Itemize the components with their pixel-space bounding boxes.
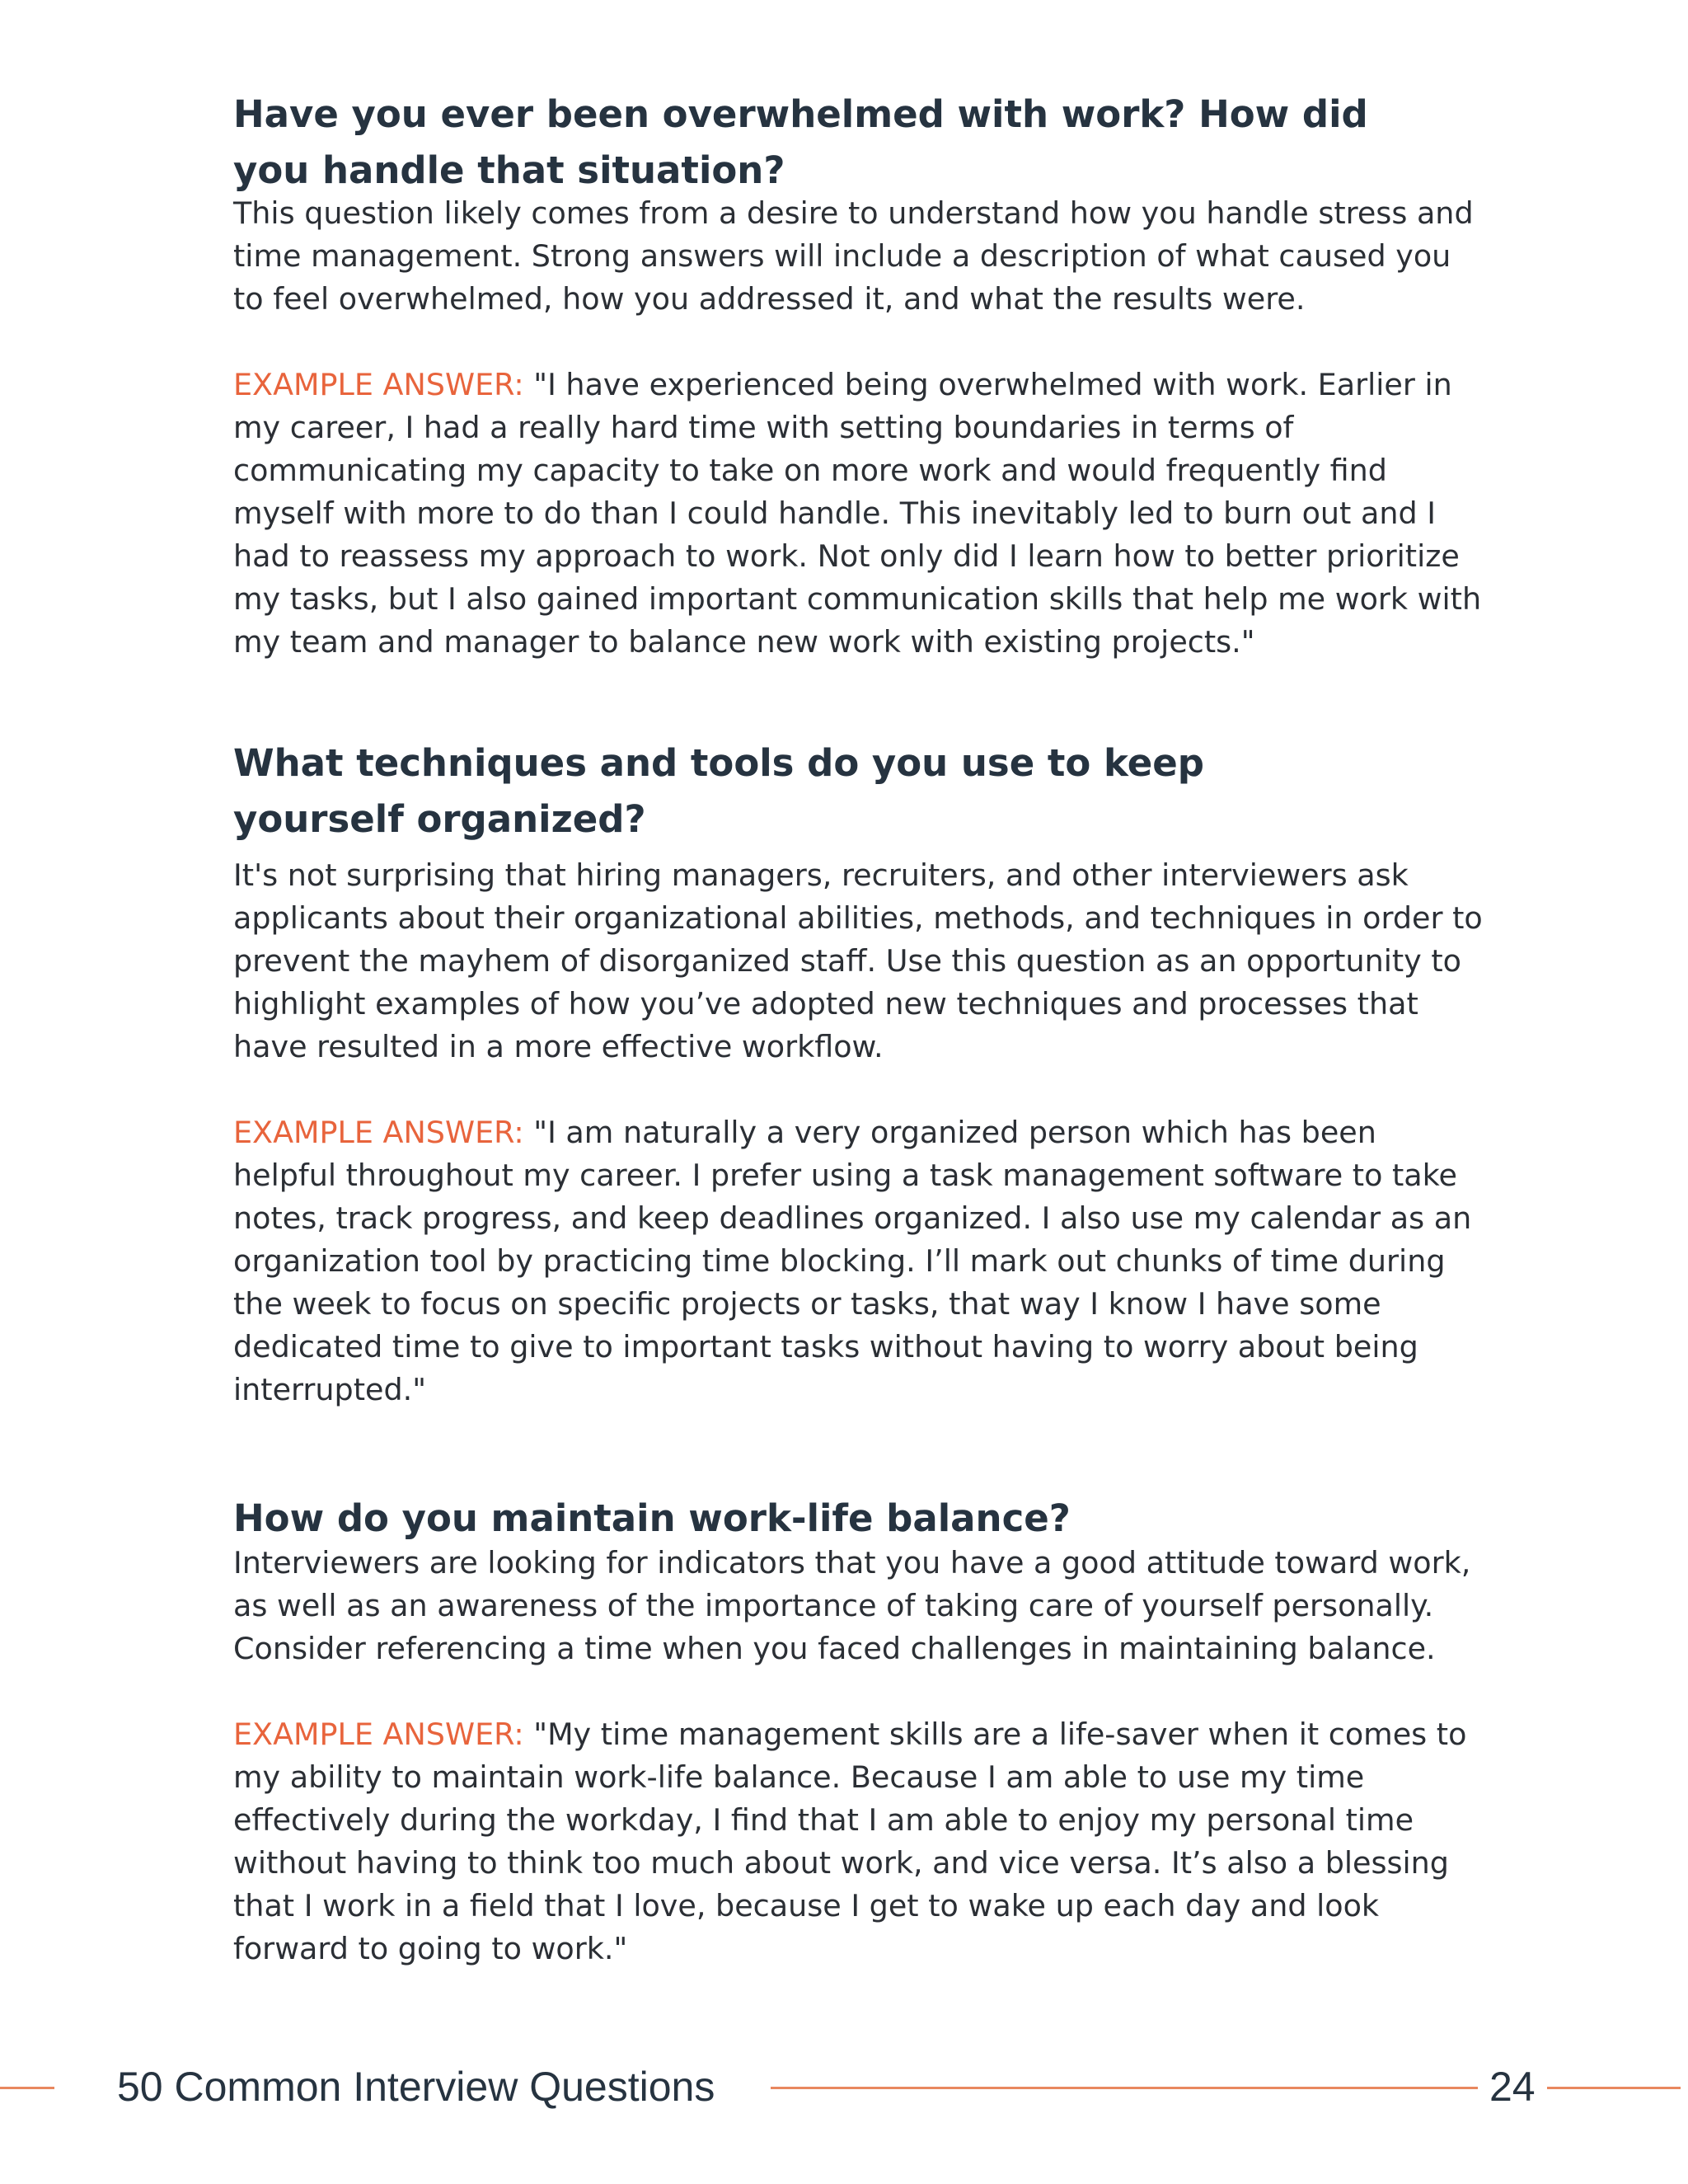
- example-answer: [233, 1111, 1486, 1411]
- question-intro: Interviewers are looking for indicators that you have a good attitude toward work, as well as an awareness of the importance of taking care of yourself personally. Consider referencing a time when you faced challenges in maintaining balance.: [233, 1545, 1471, 1666]
- footer-rule-left: [0, 2087, 54, 2089]
- question-intro: It's not surprising that hiring managers, recruiters, and other interviewers ask applicants about their organizational abilities, methods, and techniques in order to prevent the mayhem of disorganized staff. Use this question as an opportunity to highlight examples of how you’ve adopted new techniques and processes that have resulted in a more effective workflow.: [233, 857, 1483, 1064]
- example-answer: [233, 364, 1486, 664]
- footer-document-title: 50 Common Interview Questions: [117, 2064, 715, 2110]
- example-answer-text: "I have experienced being overwhelmed with work. Earlier in my career, I had a really hard time with setting boundaries in terms of communicating my capacity to take on more work and would frequently find myself with more to do than I could handle. This inevitably led to burn out and I had to reassess my approach to work. Not only did I learn how to better prioritize my tasks, but I also gained important communication skills that help me work with my team and manager to balance new work with existing projects.": [233, 367, 1482, 660]
- question-intro: This question likely comes from a desire to understand how you handle stress and time management. Strong answers will include a description of what caused you to feel overwhelmed, how you addressed it, and what the results were.: [233, 195, 1474, 317]
- question-heading: Have you ever been overwhelmed with work? How did you handle that situation?: [233, 92, 1368, 192]
- example-answer-label: EXAMPLE ANSWER:: [233, 1115, 524, 1150]
- question-heading: What techniques and tools do you use to keep yourself organized?: [233, 741, 1204, 841]
- footer-rule-right: [1547, 2087, 1681, 2089]
- question-section-3: [233, 1491, 1486, 1970]
- example-answer-text: "My time management skills are a life-saver when it comes to my ability to maintain work-life balance. Because I am able to use my time effectively during the workday, I find that I am able to enjoy my personal time without having to think too much about work, and vice versa. It’s also a blessing that I work in a field that I love, because I get to wake up each day and look forward to going to work.": [233, 1717, 1467, 1966]
- example-answer: [233, 1713, 1486, 1970]
- footer-rule-middle: [771, 2087, 1478, 2089]
- question-section-2: [233, 735, 1486, 1411]
- footer-page-number: 24: [1489, 2064, 1536, 2110]
- question-section-1: [233, 87, 1486, 664]
- question-heading: How do you maintain work-life balance?: [233, 1496, 1071, 1540]
- example-answer-label: EXAMPLE ANSWER:: [233, 367, 524, 402]
- example-answer-label: EXAMPLE ANSWER:: [233, 1717, 524, 1752]
- example-answer-text: "I am naturally a very organized person which has been helpful throughout my career. I prefer using a task management software to take notes, track progress, and keep deadlines organized. I also use my calendar as an organization tool by practicing time blocking. I’ll mark out chunks of time during the week to focus on specific projects or tasks, that way I know I have some dedicated time to give to important tasks without having to worry about being interrupted.": [233, 1115, 1472, 1407]
